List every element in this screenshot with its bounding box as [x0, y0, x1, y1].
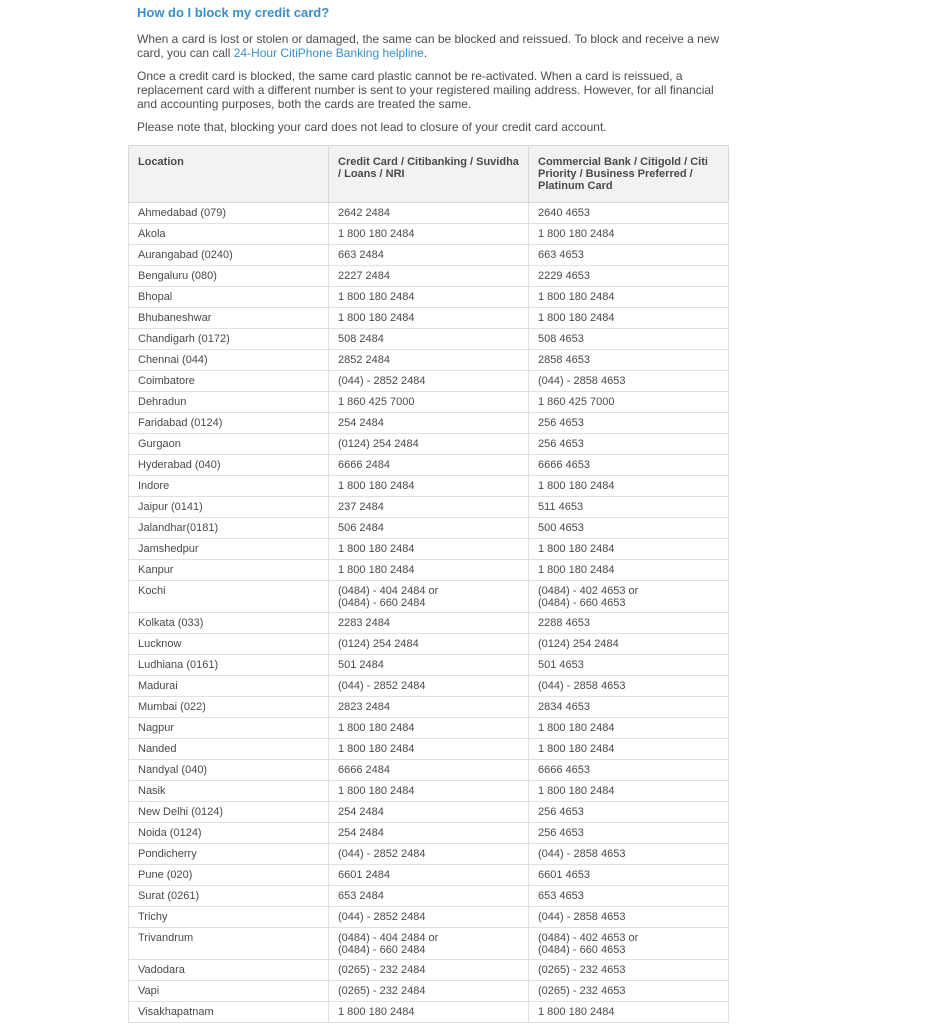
commercial-bank-number-cell: 1 860 425 7000: [529, 392, 729, 413]
table-row: [129, 539, 729, 560]
faq-answer-paragraph-3: Please note that, blocking your card does not lead to closure of your credit card account.: [137, 120, 607, 134]
table-row: [129, 613, 729, 634]
location-cell: Trichy: [129, 907, 329, 928]
location-cell: Kolkata (033): [129, 613, 329, 634]
location-cell: Visakhapatnam: [129, 1002, 329, 1023]
table-row: [129, 760, 729, 781]
credit-card-number-cell: (044) - 2852 2484: [329, 371, 529, 392]
location-cell: New Delhi (0124): [129, 802, 329, 823]
commercial-bank-number-cell: 256 4653: [529, 434, 729, 455]
location-cell: Indore: [129, 476, 329, 497]
commercial-bank-number-cell: (044) - 2858 4653: [529, 371, 729, 392]
table-row: [129, 245, 729, 266]
faq-answer-paragraph-1: [137, 32, 737, 60]
commercial-bank-number-cell: 501 4653: [529, 655, 729, 676]
table-row: [129, 518, 729, 539]
commercial-bank-number-cell: 663 4653: [529, 245, 729, 266]
table-row: [129, 560, 729, 581]
location-cell: Akola: [129, 224, 329, 245]
table-row: [129, 960, 729, 981]
credit-card-number-cell: 2642 2484: [329, 203, 529, 224]
header-commercial-bank: Commercial Bank / Citigold / Citi Priority / Business Preferred / Platinum Card: [529, 146, 729, 203]
credit-card-number-cell: 663 2484: [329, 245, 529, 266]
location-cell: Dehradun: [129, 392, 329, 413]
table-row: [129, 907, 729, 928]
location-cell: Coimbatore: [129, 371, 329, 392]
location-cell: Kanpur: [129, 560, 329, 581]
table-row: [129, 802, 729, 823]
faq-section: [137, 0, 737, 134]
location-cell: Mumbai (022): [129, 697, 329, 718]
location-cell: Nandyal (040): [129, 760, 329, 781]
table-header-row: [129, 146, 729, 203]
location-cell: Bhubaneshwar: [129, 308, 329, 329]
location-cell: Aurangabad (0240): [129, 245, 329, 266]
credit-card-number-cell: 1 800 180 2484: [329, 718, 529, 739]
location-cell: Vadodara: [129, 960, 329, 981]
header-location: Location: [129, 146, 329, 203]
commercial-bank-number-cell: 1 800 180 2484: [529, 476, 729, 497]
credit-card-number-cell: (0484) - 404 2484 or (0484) - 660 2484: [329, 928, 529, 960]
table-row: [129, 497, 729, 518]
table-row: [129, 434, 729, 455]
credit-card-number-cell: 506 2484: [329, 518, 529, 539]
commercial-bank-number-cell: 653 4653: [529, 886, 729, 907]
table-row: [129, 823, 729, 844]
table-row: [129, 476, 729, 497]
table-row: [129, 350, 729, 371]
paragraph-text: .: [423, 46, 428, 60]
commercial-bank-number-cell: 2640 4653: [529, 203, 729, 224]
commercial-bank-number-cell: 2834 4653: [529, 697, 729, 718]
credit-card-number-cell: (0265) - 232 2484: [329, 960, 529, 981]
credit-card-number-cell: 2227 2484: [329, 266, 529, 287]
table-row: [129, 1002, 729, 1023]
table-body: [129, 203, 729, 1023]
commercial-bank-number-cell: 1 800 180 2484: [529, 308, 729, 329]
commercial-bank-number-cell: 1 800 180 2484: [529, 781, 729, 802]
commercial-bank-number-cell: 1 800 180 2484: [529, 287, 729, 308]
commercial-bank-number-cell: 1 800 180 2484: [529, 718, 729, 739]
table-row: [129, 287, 729, 308]
table-row: [129, 886, 729, 907]
location-cell: Nanded: [129, 739, 329, 760]
credit-card-number-cell: 1 800 180 2484: [329, 781, 529, 802]
table-row: [129, 865, 729, 886]
credit-card-number-cell: 6601 2484: [329, 865, 529, 886]
location-cell: Ludhiana (0161): [129, 655, 329, 676]
table-row: [129, 981, 729, 1002]
credit-card-number-cell: 6666 2484: [329, 455, 529, 476]
commercial-bank-number-cell: 1 800 180 2484: [529, 224, 729, 245]
citiphone-helpline-link[interactable]: 24-Hour CitiPhone Banking helpline: [233, 46, 424, 60]
table-row: [129, 844, 729, 865]
paragraph-text: When a card is lost or stolen or damaged, the same can be blocked and reissued. To block and receive a new card, you can call: [137, 32, 720, 60]
commercial-bank-number-cell: 1 800 180 2484: [529, 1002, 729, 1023]
location-cell: Noida (0124): [129, 823, 329, 844]
table-row: [129, 266, 729, 287]
credit-card-number-cell: 2283 2484: [329, 613, 529, 634]
location-cell: Vapi: [129, 981, 329, 1002]
table-row: [129, 455, 729, 476]
commercial-bank-number-cell: (0484) - 402 4653 or (0484) - 660 4653: [529, 581, 729, 613]
commercial-bank-number-cell: 1 800 180 2484: [529, 739, 729, 760]
location-cell: Nagpur: [129, 718, 329, 739]
credit-card-number-cell: 1 800 180 2484: [329, 1002, 529, 1023]
table-row: [129, 718, 729, 739]
location-cell: Jaipur (0141): [129, 497, 329, 518]
credit-card-number-cell: 2823 2484: [329, 697, 529, 718]
credit-card-number-cell: 254 2484: [329, 802, 529, 823]
helpline-numbers-table: [128, 145, 729, 1023]
commercial-bank-number-cell: (044) - 2858 4653: [529, 844, 729, 865]
faq-question-title[interactable]: How do I block my credit card?: [137, 5, 330, 20]
credit-card-number-cell: 1 860 425 7000: [329, 392, 529, 413]
commercial-bank-number-cell: 2288 4653: [529, 613, 729, 634]
commercial-bank-number-cell: 6666 4653: [529, 455, 729, 476]
table-row: [129, 224, 729, 245]
credit-card-number-cell: (0124) 254 2484: [329, 434, 529, 455]
location-cell: Jalandhar(0181): [129, 518, 329, 539]
table-row: [129, 781, 729, 802]
table-row: [129, 581, 729, 613]
table-row: [129, 413, 729, 434]
table-row: [129, 739, 729, 760]
location-cell: Surat (0261): [129, 886, 329, 907]
commercial-bank-number-cell: 6601 4653: [529, 865, 729, 886]
credit-card-number-cell: 508 2484: [329, 329, 529, 350]
credit-card-number-cell: (044) - 2852 2484: [329, 844, 529, 865]
credit-card-number-cell: (0124) 254 2484: [329, 634, 529, 655]
credit-card-number-cell: 254 2484: [329, 823, 529, 844]
location-cell: Nasik: [129, 781, 329, 802]
commercial-bank-number-cell: 256 4653: [529, 823, 729, 844]
table-row: [129, 392, 729, 413]
location-cell: Kochi: [129, 581, 329, 613]
commercial-bank-number-cell: (044) - 2858 4653: [529, 907, 729, 928]
location-cell: Faridabad (0124): [129, 413, 329, 434]
table-row: [129, 308, 729, 329]
credit-card-number-cell: 501 2484: [329, 655, 529, 676]
commercial-bank-number-cell: 256 4653: [529, 802, 729, 823]
credit-card-number-cell: 2852 2484: [329, 350, 529, 371]
location-cell: Hyderabad (040): [129, 455, 329, 476]
table-row: [129, 697, 729, 718]
commercial-bank-number-cell: (0265) - 232 4653: [529, 981, 729, 1002]
commercial-bank-number-cell: (044) - 2858 4653: [529, 676, 729, 697]
table-row: [129, 655, 729, 676]
faq-answer-paragraph-2: Once a credit card is blocked, the same card plastic cannot be re-activated. When a card is reissued, a replacement card with a different number is sent to your registered mailing address. However, for all financial and accounting purposes, both the cards are treated the same.: [137, 69, 714, 111]
location-cell: Jamshedpur: [129, 539, 329, 560]
table-row: [129, 203, 729, 224]
credit-card-number-cell: 653 2484: [329, 886, 529, 907]
credit-card-number-cell: (044) - 2852 2484: [329, 907, 529, 928]
credit-card-number-cell: 6666 2484: [329, 760, 529, 781]
commercial-bank-number-cell: 2229 4653: [529, 266, 729, 287]
location-cell: Bhopal: [129, 287, 329, 308]
commercial-bank-number-cell: (0124) 254 2484: [529, 634, 729, 655]
location-cell: Madurai: [129, 676, 329, 697]
commercial-bank-number-cell: 511 4653: [529, 497, 729, 518]
location-cell: Gurgaon: [129, 434, 329, 455]
location-cell: Chennai (044): [129, 350, 329, 371]
commercial-bank-number-cell: 6666 4653: [529, 760, 729, 781]
credit-card-number-cell: (044) - 2852 2484: [329, 676, 529, 697]
credit-card-number-cell: 1 800 180 2484: [329, 560, 529, 581]
credit-card-number-cell: 254 2484: [329, 413, 529, 434]
commercial-bank-number-cell: 508 4653: [529, 329, 729, 350]
commercial-bank-number-cell: 2858 4653: [529, 350, 729, 371]
table-row: [129, 634, 729, 655]
header-credit-card: Credit Card / Citibanking / Suvidha / Loans / NRI: [329, 146, 529, 203]
location-cell: Pondicherry: [129, 844, 329, 865]
commercial-bank-number-cell: (0484) - 402 4653 or (0484) - 660 4653: [529, 928, 729, 960]
location-cell: Trivandrum: [129, 928, 329, 960]
location-cell: Bengaluru (080): [129, 266, 329, 287]
location-cell: Chandigarh (0172): [129, 329, 329, 350]
commercial-bank-number-cell: (0265) - 232 4653: [529, 960, 729, 981]
credit-card-number-cell: 1 800 180 2484: [329, 287, 529, 308]
commercial-bank-number-cell: 256 4653: [529, 413, 729, 434]
credit-card-number-cell: 1 800 180 2484: [329, 224, 529, 245]
credit-card-number-cell: (0265) - 232 2484: [329, 981, 529, 1002]
credit-card-number-cell: 1 800 180 2484: [329, 539, 529, 560]
table-row: [129, 676, 729, 697]
location-cell: Pune (020): [129, 865, 329, 886]
commercial-bank-number-cell: 1 800 180 2484: [529, 539, 729, 560]
credit-card-number-cell: (0484) - 404 2484 or (0484) - 660 2484: [329, 581, 529, 613]
credit-card-number-cell: 237 2484: [329, 497, 529, 518]
location-cell: Lucknow: [129, 634, 329, 655]
commercial-bank-number-cell: 500 4653: [529, 518, 729, 539]
credit-card-number-cell: 1 800 180 2484: [329, 476, 529, 497]
credit-card-number-cell: 1 800 180 2484: [329, 739, 529, 760]
table-row: [129, 329, 729, 350]
credit-card-number-cell: 1 800 180 2484: [329, 308, 529, 329]
commercial-bank-number-cell: 1 800 180 2484: [529, 560, 729, 581]
table-row: [129, 928, 729, 960]
location-cell: Ahmedabad (079): [129, 203, 329, 224]
table-row: [129, 371, 729, 392]
